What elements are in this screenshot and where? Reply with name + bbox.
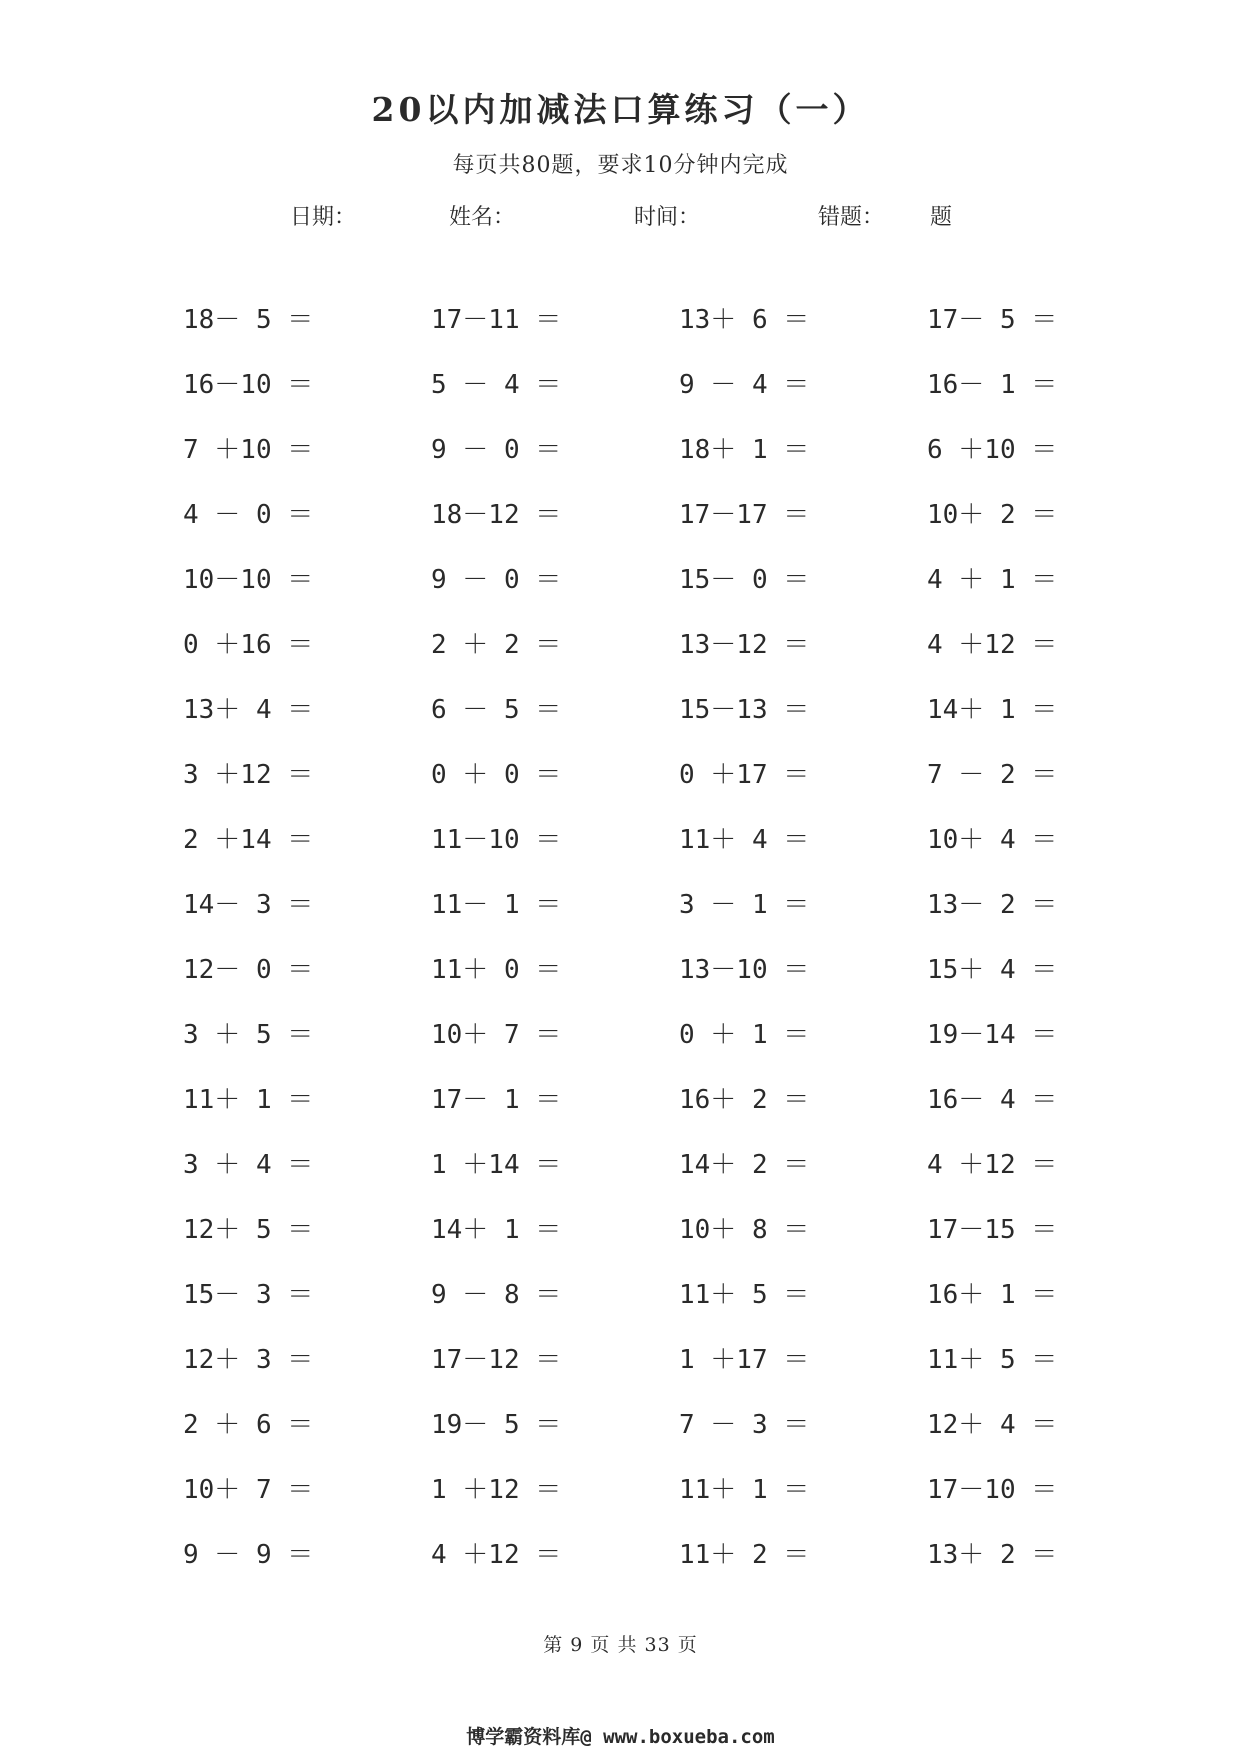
problem-cell: 13－10 ＝	[679, 955, 810, 985]
problem-cell: 4 ＋12 ＝	[927, 1150, 1058, 1180]
page-title: 20以内加减法口算练习（一）	[371, 90, 870, 129]
problem-cell: 1 ＋14 ＝	[431, 1150, 562, 1180]
problem-cell: 16＋ 2 ＝	[679, 1085, 810, 1115]
problem-cell: 15－ 3 ＝	[183, 1280, 314, 1310]
problem-cell: 2 ＋14 ＝	[183, 825, 314, 855]
problem-cell: 2 ＋ 2 ＝	[431, 630, 562, 660]
problem-cell: 16－10 ＝	[183, 370, 314, 400]
problem-cell: 13＋ 2 ＝	[927, 1540, 1058, 1570]
problem-cell: 4 － 0 ＝	[183, 500, 314, 530]
problem-cell: 17－11 ＝	[431, 305, 562, 335]
time-field-label: 时间：	[634, 205, 701, 230]
problem-cell: 4 ＋12 ＝	[927, 630, 1058, 660]
problem-cell: 4 ＋ 1 ＝	[927, 565, 1058, 595]
problem-cell: 15－ 0 ＝	[679, 565, 810, 595]
problem-cell: 9 － 9 ＝	[183, 1540, 314, 1570]
problem-cell: 1 ＋12 ＝	[431, 1475, 562, 1505]
problem-cell: 11－ 1 ＝	[431, 890, 562, 920]
problem-cell: 9 － 8 ＝	[431, 1280, 562, 1310]
errors-unit-label: 题	[930, 205, 953, 230]
problem-cell: 11＋ 1 ＝	[183, 1085, 314, 1115]
problem-cell: 3 ＋ 5 ＝	[183, 1020, 314, 1050]
problem-cell: 18－ 5 ＝	[183, 305, 314, 335]
problem-cell: 13＋ 6 ＝	[679, 305, 810, 335]
site-watermark: 博学霸资料库@ www.boxueba.com	[466, 1726, 775, 1748]
problem-cell: 16－ 1 ＝	[927, 370, 1058, 400]
problem-cell: 11＋ 4 ＝	[679, 825, 810, 855]
problem-cell: 10＋ 2 ＝	[927, 500, 1058, 530]
problem-cell: 0 ＋ 0 ＝	[431, 760, 562, 790]
problem-cell: 1 ＋17 ＝	[679, 1345, 810, 1375]
problem-cell: 12＋ 3 ＝	[183, 1345, 314, 1375]
problem-cell: 7 － 3 ＝	[679, 1410, 810, 1440]
problem-cell: 15－13 ＝	[679, 695, 810, 725]
problem-cell: 19－ 5 ＝	[431, 1410, 562, 1440]
problem-cell: 9 － 0 ＝	[431, 565, 562, 595]
problem-cell: 7 － 2 ＝	[927, 760, 1058, 790]
problem-cell: 14－ 3 ＝	[183, 890, 314, 920]
problem-cell: 13－12 ＝	[679, 630, 810, 660]
problem-cell: 0 ＋16 ＝	[183, 630, 314, 660]
problem-cell: 10＋ 7 ＝	[183, 1475, 314, 1505]
problem-cell: 10＋ 8 ＝	[679, 1215, 810, 1245]
problem-cell: 19－14 ＝	[927, 1020, 1058, 1050]
problem-cell: 6 ＋10 ＝	[927, 435, 1058, 465]
problem-cell: 9 － 0 ＝	[431, 435, 562, 465]
problem-cell: 18＋ 1 ＝	[679, 435, 810, 465]
problem-cell: 11＋ 2 ＝	[679, 1540, 810, 1570]
page-number: 第 9 页 共 33 页	[543, 1634, 698, 1656]
problem-cell: 10＋ 7 ＝	[431, 1020, 562, 1050]
date-field-label: 日期：	[290, 205, 357, 230]
problem-cell: 17－12 ＝	[431, 1345, 562, 1375]
problem-cell: 12－ 0 ＝	[183, 955, 314, 985]
name-field-label: 姓名：	[449, 205, 516, 230]
problem-cell: 18－12 ＝	[431, 500, 562, 530]
problem-cell: 17－ 1 ＝	[431, 1085, 562, 1115]
problem-cell: 17－15 ＝	[927, 1215, 1058, 1245]
problem-cell: 17－10 ＝	[927, 1475, 1058, 1505]
problem-cell: 16－ 4 ＝	[927, 1085, 1058, 1115]
errors-field-label: 错题：	[818, 205, 885, 230]
problem-grid	[183, 294, 1083, 1594]
problem-cell: 10－10 ＝	[183, 565, 314, 595]
problem-cell: 15＋ 4 ＝	[927, 955, 1058, 985]
problem-cell: 3 － 1 ＝	[679, 890, 810, 920]
problem-cell: 6 － 5 ＝	[431, 695, 562, 725]
page-subtitle: 每页共80题，要求10分钟内完成	[452, 153, 789, 178]
problem-cell: 11＋ 5 ＝	[679, 1280, 810, 1310]
problem-cell: 17－ 5 ＝	[927, 305, 1058, 335]
problem-cell: 11＋ 5 ＝	[927, 1345, 1058, 1375]
problem-cell: 3 ＋12 ＝	[183, 760, 314, 790]
problem-cell: 7 ＋10 ＝	[183, 435, 314, 465]
problem-cell: 14＋ 2 ＝	[679, 1150, 810, 1180]
problem-cell: 16＋ 1 ＝	[927, 1280, 1058, 1310]
problem-cell: 13－ 2 ＝	[927, 890, 1058, 920]
problem-cell: 9 － 4 ＝	[679, 370, 810, 400]
problem-cell: 12＋ 4 ＝	[927, 1410, 1058, 1440]
problem-cell: 12＋ 5 ＝	[183, 1215, 314, 1245]
problem-cell: 5 － 4 ＝	[431, 370, 562, 400]
problem-cell: 11＋ 0 ＝	[431, 955, 562, 985]
problem-cell: 0 ＋17 ＝	[679, 760, 810, 790]
problem-cell: 11＋ 1 ＝	[679, 1475, 810, 1505]
problem-cell: 2 ＋ 6 ＝	[183, 1410, 314, 1440]
problem-cell: 14＋ 1 ＝	[431, 1215, 562, 1245]
problem-cell: 4 ＋12 ＝	[431, 1540, 562, 1570]
problem-cell: 10＋ 4 ＝	[927, 825, 1058, 855]
problem-cell: 11－10 ＝	[431, 825, 562, 855]
problem-cell: 14＋ 1 ＝	[927, 695, 1058, 725]
problem-cell: 3 ＋ 4 ＝	[183, 1150, 314, 1180]
problem-cell: 17－17 ＝	[679, 500, 810, 530]
problem-cell: 13＋ 4 ＝	[183, 695, 314, 725]
problem-cell: 0 ＋ 1 ＝	[679, 1020, 810, 1050]
